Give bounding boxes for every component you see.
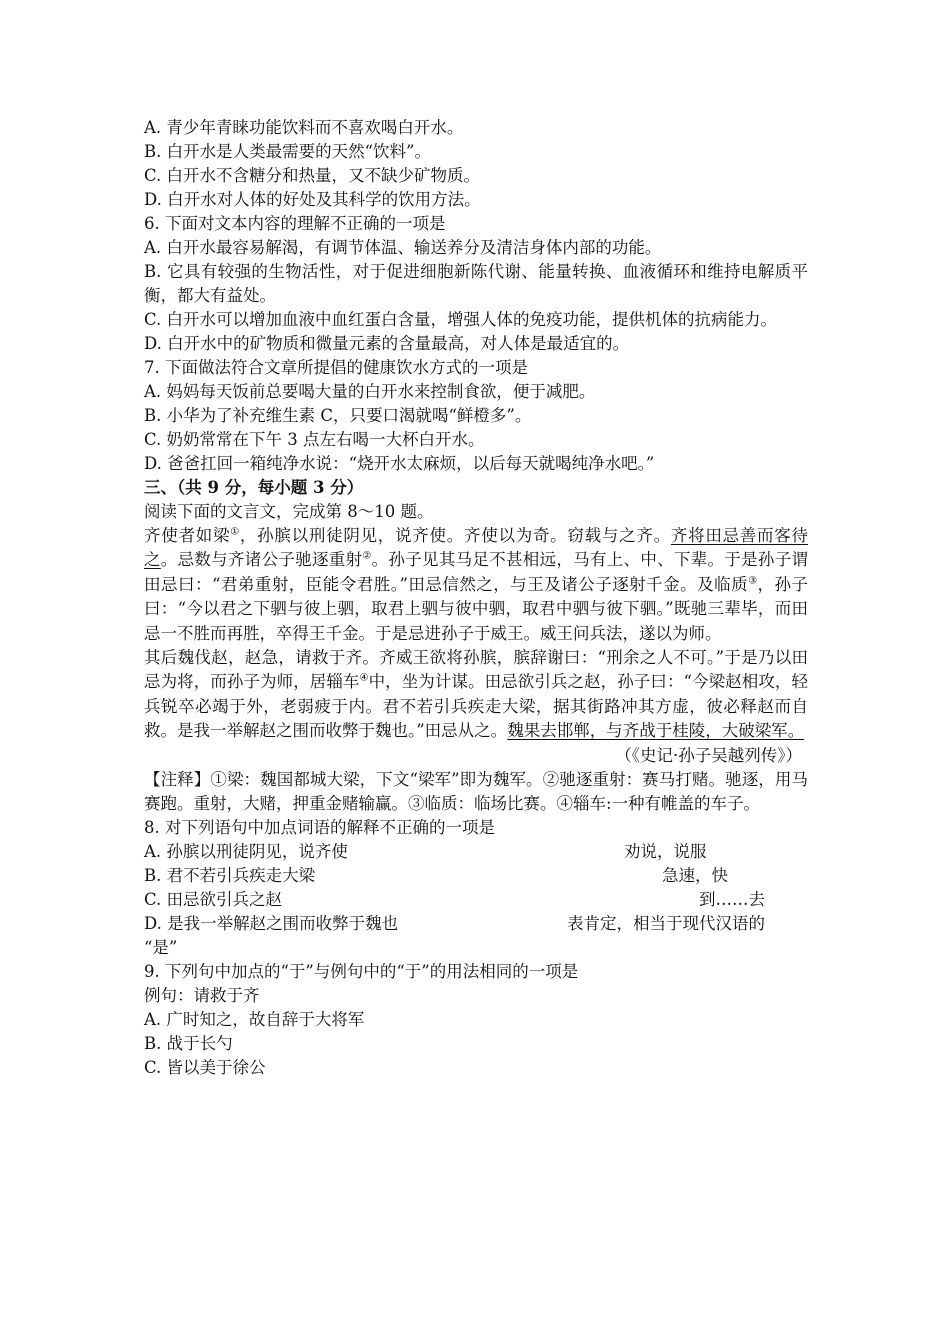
passage-paragraph-2 [144,646,808,744]
annotation-notes: 【注释】①梁：魏国都城大梁，下文“梁军”即为魏军。②驰逐重射：赛马打赌。驰逐，用马赛跑。重射，大赌，押重金赌输赢。③临质：临场比赛。④辎车:一种有帷盖的车子。 [144,769,808,814]
q7-option-a: A. 妈妈每天饭前总要喝大量的白开水来控制食欲，便于减肥。 [144,382,596,401]
q8-stem: 8. 对下列语句中加点词语的解释不正确的一项是 [144,818,495,838]
q6-option-b: B. 它具有较强的生物活性，对于促进细胞新陈代谢、能量转换、血液循环和维持电解质平衡，都大有益处。 [144,262,808,305]
q7-option-b: B. 小华为了补充维生素 C，只要口渴就喝“鲜橙多”。 [144,406,532,425]
q5-option-d: D. 白开水对人体的好处及其科学的饮用方法。 [144,190,481,209]
q6-option-d: D. 白开水中的矿物质和微量元素的含量最高，对人体是最适宜的。 [144,334,630,353]
q7-option-c: C. 奶奶常常在下午 3 点左右喝一大杯白开水。 [144,430,485,449]
q8-answer-d: 表肯定，相当于现代汉语的 [567,914,765,934]
underlined-sentence-2: 魏果去邯郸，与齐战于桂陵，大破梁军。 [507,721,805,741]
q5-option-b: B. 白开水是人类最需要的天然“饮料”。 [144,142,431,161]
q5-option-c: C. 白开水不含糖分和热量，又不缺少矿物质。 [144,166,481,185]
q8-answer-a: 劝说，说服 [624,842,707,862]
note-ref-4: ④ [359,672,369,684]
section-intro: 阅读下面的文言文，完成第 8～10 题。 [144,502,434,521]
underlined-sentence-1: 齐将田忌善而客待之 [144,526,809,570]
section-heading: 三、（共 9 分，每小题 3 分） [144,478,364,497]
q8-answer-d-continued: “是” [144,938,178,958]
passage-paragraph-1 [144,524,808,646]
q8-answer-c: 到……去 [699,890,765,910]
q8-option-a: A. 孙膑以刑徒阴见，说齐使 [144,842,348,862]
passage-text: 。孙子见其马足不甚相远，马有上、中、下辈。于是孙子谓田忌曰：“君弟重射，臣能令君胜。”田忌信然之，与王及诸公子逐射千金。及临质 [144,550,809,594]
exam-page [144,116,808,1080]
passage-text: 其后魏伐赵，赵急，请救于齐。齐威王欲将孙膑，膑辞谢曰：“刑余之人不可。”于是乃以田忌为将，而孙子为师，居辎车 [144,648,808,692]
passage-text: 中，坐为计谋。田忌欲引兵之赵，孙子曰：“今梁赵相攻，轻兵锐卒必竭于外，老弱疲于内。君不若引兵疾走大梁，据其街路冲其方虚，彼必释赵而自救。是我一举解赵之围而收弊于魏也。”田忌从之。 [144,672,809,741]
q9-option-a: A. 广时知之，故自辞于大将军 [144,1010,365,1030]
note-ref-1: ① [230,526,240,538]
note-ref-3: ③ [748,575,758,587]
note-ref-2: ② [362,550,372,562]
passage-source: （《史记·孙子吴越列传》） [615,745,802,765]
q8-row-c [144,888,808,912]
q7-option-d: D. 爸爸扛回一箱纯净水说：“烧开水太麻烦，以后每天就喝纯净水吧。” [144,454,655,473]
q7-stem: 7. 下面做法符合文章所提倡的健康饮水方式的一项是 [144,358,528,377]
passage-text: ，孙子曰：“今以君之下驷与彼上驷，取君上驷与彼中驷，取君中驷与彼下驷。”既驰三辈毕，而田忌一不胜而再胜，卒得王千金。于是忌进孙子于威王。威王问兵法，遂以为师。 [144,574,809,643]
q8-row-d [144,912,808,936]
passage-text: 。忌数与齐诸公子驰逐重射 [160,550,363,570]
q6-stem: 6. 下面对文本内容的理解不正确的一项是 [144,214,446,233]
q9-stem: 9. 下列句中加点的“于”与例句中的“于”的用法相同的一项是 [144,962,579,982]
q9-example: 例句：请救于齐 [144,986,260,1006]
passage-text: ，孙膑以刑徒阴见，说齐使。齐使以为奇。窃载与之齐。 [239,526,671,545]
q8-option-c: C. 田忌欲引兵之赵 [144,890,283,910]
q8-option-b: B. 君不若引兵疾走大梁 [144,866,316,886]
q6-option-c: C. 白开水可以增加血液中血红蛋白含量，增强人体的免疫功能，提供机体的抗病能力。 [144,310,778,329]
q9-option-c: C. 皆以美于徐公 [144,1058,266,1078]
passage-text: 齐使者如梁 [144,526,231,545]
q5-option-a: A. 青少年青睐功能饮料而不喜欢喝白开水。 [144,118,464,137]
q8-row-b [144,864,808,888]
q9-option-b: B. 战于长勺 [144,1034,233,1054]
q8-option-d: D. 是我一举解赵之围而收弊于魏也 [144,914,399,934]
q8-row-a [144,840,808,864]
q6-option-a: A. 白开水最容易解渴，有调节体温、输送养分及清洁身体内部的功能。 [144,238,662,257]
q8-answer-b: 急速，快 [662,866,728,886]
